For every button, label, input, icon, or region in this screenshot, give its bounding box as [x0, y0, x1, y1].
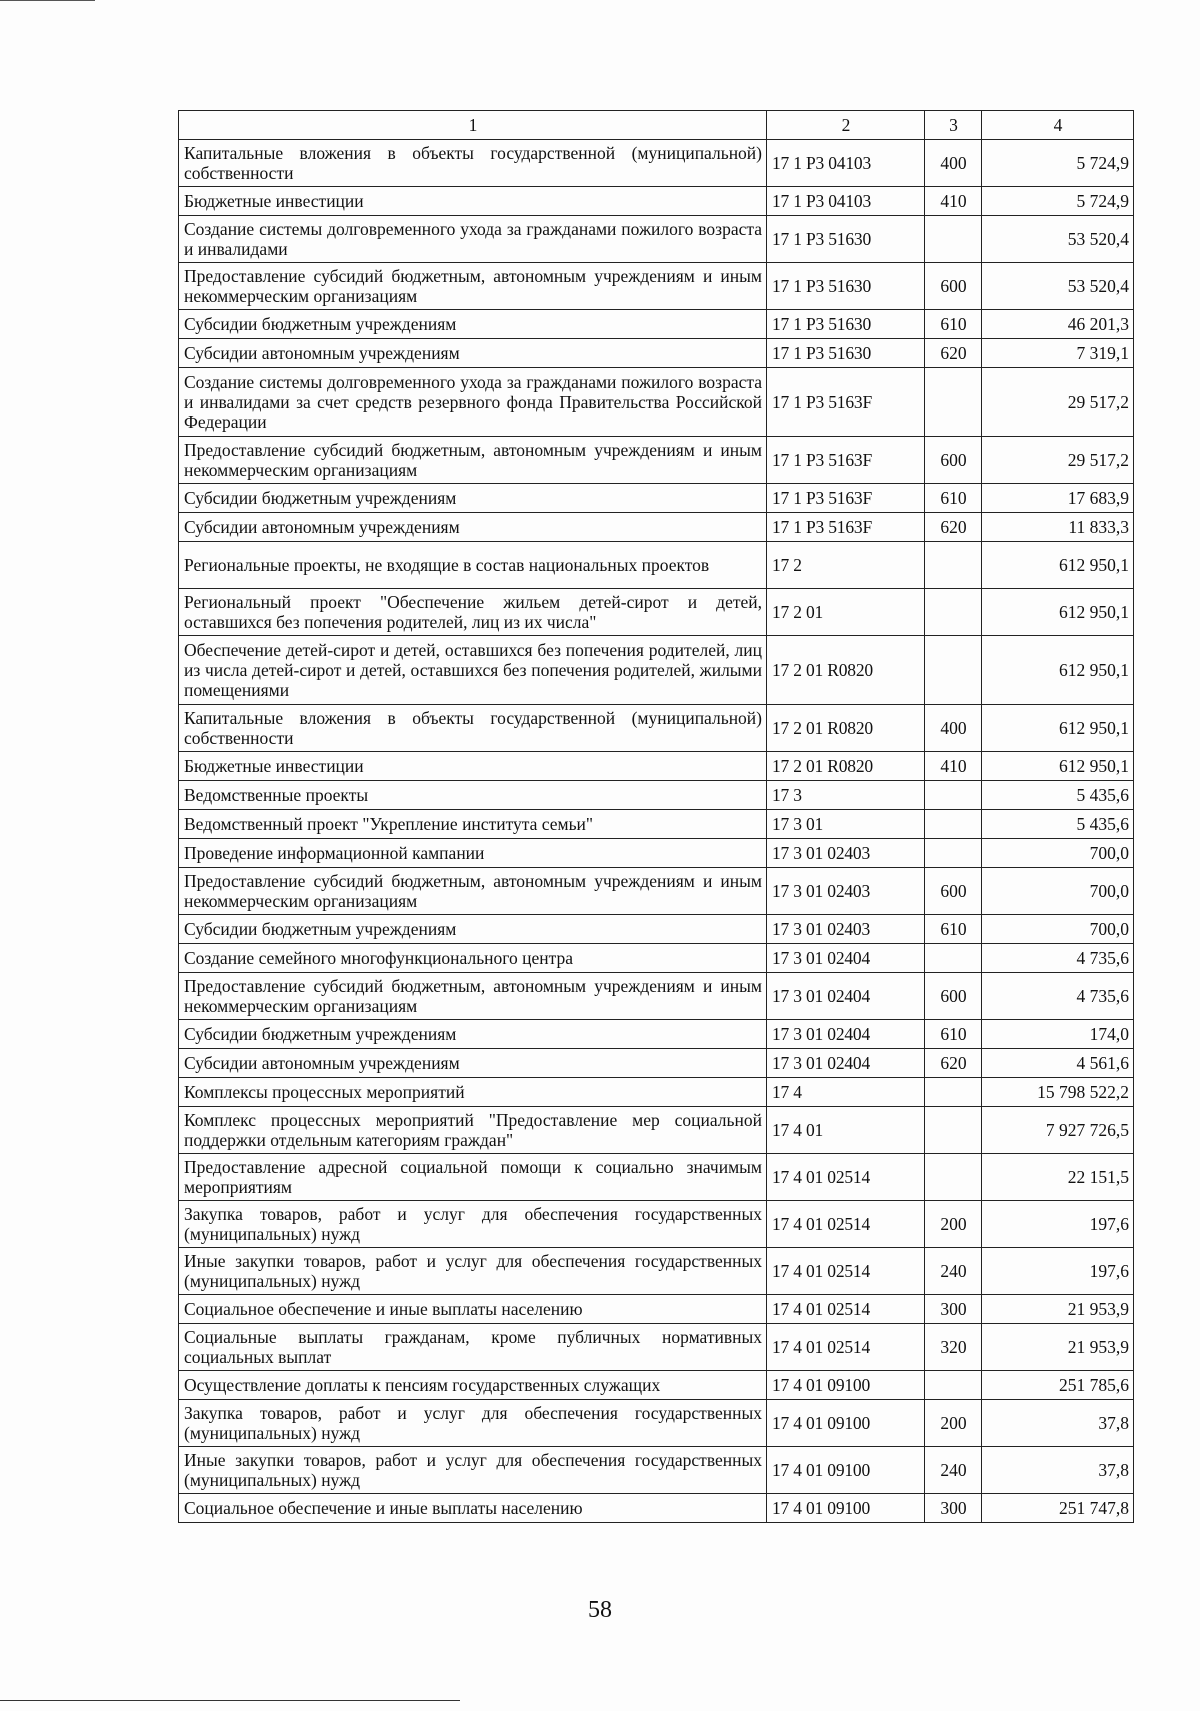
row-amount-cell: 612 950,1: [982, 705, 1134, 752]
row-amount-cell: 612 950,1: [982, 542, 1134, 589]
row-code-cell: 17 3 01: [767, 810, 925, 839]
row-amount-cell: 22 151,5: [982, 1154, 1134, 1201]
row-code-cell: 17 2 01: [767, 589, 925, 636]
table-row: [179, 1324, 1134, 1371]
row-name-cell: Региональные проекты, не входящие в состав национальных проектов: [179, 542, 767, 589]
row-code-cell: 17 4 01: [767, 1107, 925, 1154]
row-name-cell: Субсидии автономным учреждениям: [179, 339, 767, 368]
row-code-cell: 17 3 01 02404: [767, 1049, 925, 1078]
table-row: [179, 1447, 1134, 1494]
table-row: [179, 542, 1134, 589]
row-type-cell: 600: [925, 868, 982, 915]
row-name-cell: Субсидии автономным учреждениям: [179, 513, 767, 542]
table-body: [179, 140, 1134, 1523]
row-amount-cell: 197,6: [982, 1248, 1134, 1295]
row-code-cell: 17 4 01 09100: [767, 1447, 925, 1494]
row-code-cell: 17 1 Р3 51630: [767, 216, 925, 263]
row-amount-cell: 4 735,6: [982, 973, 1134, 1020]
row-amount-cell: 7 319,1: [982, 339, 1134, 368]
row-type-cell: 620: [925, 513, 982, 542]
row-name-cell: Иные закупки товаров, работ и услуг для обеспечения государственных (муниципальных) нужд: [179, 1447, 767, 1494]
table-row: [179, 944, 1134, 973]
table-row: [179, 1020, 1134, 1049]
row-name-cell: Региональный проект "Обеспечение жильем детей-сирот и детей, оставшихся без попечения родителей, лиц из их числа": [179, 589, 767, 636]
row-code-cell: 17 2: [767, 542, 925, 589]
row-name-cell: Иные закупки товаров, работ и услуг для обеспечения государственных (муниципальных) нужд: [179, 1248, 767, 1295]
row-code-cell: 17 4 01 02514: [767, 1201, 925, 1248]
row-amount-cell: 21 953,9: [982, 1324, 1134, 1371]
row-amount-cell: 53 520,4: [982, 216, 1134, 263]
row-code-cell: 17 1 Р3 04103: [767, 140, 925, 187]
row-code-cell: 17 1 Р3 51630: [767, 339, 925, 368]
row-code-cell: 17 4: [767, 1078, 925, 1107]
table-row: [179, 1107, 1134, 1154]
row-code-cell: 17 3 01 02403: [767, 868, 925, 915]
table-row: [179, 973, 1134, 1020]
row-amount-cell: 37,8: [982, 1400, 1134, 1447]
row-type-cell: 300: [925, 1295, 982, 1324]
row-amount-cell: 174,0: [982, 1020, 1134, 1049]
row-type-cell: 240: [925, 1248, 982, 1295]
scan-artifact-line: [0, 0, 95, 1]
table-row: [179, 839, 1134, 868]
row-name-cell: Предоставление субсидий бюджетным, автономным учреждениям и иным некоммерческим организациям: [179, 868, 767, 915]
row-name-cell: Субсидии бюджетным учреждениям: [179, 484, 767, 513]
table-header-row: [179, 111, 1134, 140]
table-row: [179, 636, 1134, 705]
row-amount-cell: 15 798 522,2: [982, 1078, 1134, 1107]
row-type-cell: [925, 1371, 982, 1400]
row-code-cell: 17 4 01 02514: [767, 1248, 925, 1295]
row-amount-cell: 197,6: [982, 1201, 1134, 1248]
row-amount-cell: 5 435,6: [982, 810, 1134, 839]
row-amount-cell: 29 517,2: [982, 437, 1134, 484]
table-row: [179, 1078, 1134, 1107]
budget-table: [178, 110, 1134, 1523]
row-amount-cell: 53 520,4: [982, 263, 1134, 310]
row-name-cell: Социальное обеспечение и иные выплаты населению: [179, 1295, 767, 1324]
table-row: [179, 1295, 1134, 1324]
row-name-cell: Социальные выплаты гражданам, кроме публичных нормативных социальных выплат: [179, 1324, 767, 1371]
table-row: [179, 339, 1134, 368]
row-name-cell: Осуществление доплаты к пенсиям государственных служащих: [179, 1371, 767, 1400]
table-row: [179, 1400, 1134, 1447]
row-type-cell: [925, 781, 982, 810]
table-row: [179, 1371, 1134, 1400]
row-name-cell: Закупка товаров, работ и услуг для обеспечения государственных (муниципальных) нужд: [179, 1201, 767, 1248]
row-type-cell: 320: [925, 1324, 982, 1371]
row-name-cell: Субсидии бюджетным учреждениям: [179, 1020, 767, 1049]
row-amount-cell: 4 561,6: [982, 1049, 1134, 1078]
row-name-cell: Предоставление адресной социальной помощи к социально значимым мероприятиям: [179, 1154, 767, 1201]
row-code-cell: 17 3 01 02403: [767, 839, 925, 868]
row-type-cell: 610: [925, 484, 982, 513]
page-number: 58: [588, 1597, 612, 1623]
row-type-cell: 610: [925, 310, 982, 339]
row-name-cell: Капитальные вложения в объекты государственной (муниципальной) собственности: [179, 140, 767, 187]
table-row: [179, 1049, 1134, 1078]
column-header-name: 1: [179, 111, 767, 140]
table-row: [179, 368, 1134, 437]
row-name-cell: Предоставление субсидий бюджетным, автономным учреждениям и иным некоммерческим организациям: [179, 437, 767, 484]
table-row: [179, 140, 1134, 187]
row-code-cell: 17 4 01 02514: [767, 1324, 925, 1371]
row-code-cell: 17 4 01 02514: [767, 1295, 925, 1324]
row-type-cell: 200: [925, 1400, 982, 1447]
row-type-cell: 610: [925, 1020, 982, 1049]
row-name-cell: Бюджетные инвестиции: [179, 752, 767, 781]
table-row: [179, 187, 1134, 216]
row-amount-cell: 612 950,1: [982, 589, 1134, 636]
row-type-cell: [925, 368, 982, 437]
row-type-cell: 200: [925, 1201, 982, 1248]
row-type-cell: 400: [925, 140, 982, 187]
row-type-cell: [925, 216, 982, 263]
row-type-cell: 600: [925, 973, 982, 1020]
table-row: [179, 1494, 1134, 1523]
row-amount-cell: 612 950,1: [982, 752, 1134, 781]
row-type-cell: 600: [925, 437, 982, 484]
row-code-cell: 17 1 Р3 5163F: [767, 513, 925, 542]
row-type-cell: 410: [925, 187, 982, 216]
row-name-cell: Субсидии бюджетным учреждениям: [179, 915, 767, 944]
row-type-cell: [925, 636, 982, 705]
row-name-cell: Капитальные вложения в объекты государственной (муниципальной) собственности: [179, 705, 767, 752]
row-amount-cell: 46 201,3: [982, 310, 1134, 339]
row-amount-cell: 251 785,6: [982, 1371, 1134, 1400]
table-row: [179, 263, 1134, 310]
row-name-cell: Создание системы долговременного ухода за гражданами пожилого возраста и инвалидами за счет средств резервного фонда Правительства Российской Федерации: [179, 368, 767, 437]
row-name-cell: Создание системы долговременного ухода за гражданами пожилого возраста и инвалидами: [179, 216, 767, 263]
row-amount-cell: 21 953,9: [982, 1295, 1134, 1324]
row-name-cell: Проведение информационной кампании: [179, 839, 767, 868]
row-code-cell: 17 2 01 R0820: [767, 705, 925, 752]
column-header-type: 3: [925, 111, 982, 140]
row-name-cell: Субсидии автономным учреждениям: [179, 1049, 767, 1078]
row-amount-cell: 11 833,3: [982, 513, 1134, 542]
table-row: [179, 781, 1134, 810]
table-row: [179, 868, 1134, 915]
row-name-cell: Ведомственный проект "Укрепление института семьи": [179, 810, 767, 839]
scan-artifact-line: [0, 1700, 460, 1701]
row-type-cell: 300: [925, 1494, 982, 1523]
row-name-cell: Субсидии бюджетным учреждениям: [179, 310, 767, 339]
row-code-cell: 17 3 01 02403: [767, 915, 925, 944]
row-name-cell: Комплексы процессных мероприятий: [179, 1078, 767, 1107]
row-type-cell: [925, 542, 982, 589]
row-type-cell: 240: [925, 1447, 982, 1494]
table-row: [179, 1201, 1134, 1248]
table-row: [179, 810, 1134, 839]
row-type-cell: [925, 810, 982, 839]
row-code-cell: 17 1 Р3 51630: [767, 263, 925, 310]
row-amount-cell: 251 747,8: [982, 1494, 1134, 1523]
row-type-cell: [925, 1078, 982, 1107]
row-type-cell: [925, 839, 982, 868]
row-code-cell: 17 3 01 02404: [767, 973, 925, 1020]
table-row: [179, 1154, 1134, 1201]
row-code-cell: 17 4 01 09100: [767, 1371, 925, 1400]
row-type-cell: [925, 589, 982, 636]
row-code-cell: 17 1 Р3 5163F: [767, 484, 925, 513]
row-amount-cell: 612 950,1: [982, 636, 1134, 705]
column-header-amount: 4: [982, 111, 1134, 140]
table-row: [179, 1248, 1134, 1295]
row-name-cell: Предоставление субсидий бюджетным, автономным учреждениям и иным некоммерческим организациям: [179, 263, 767, 310]
row-code-cell: 17 1 Р3 04103: [767, 187, 925, 216]
row-code-cell: 17 2 01 R0820: [767, 636, 925, 705]
row-type-cell: 620: [925, 1049, 982, 1078]
row-name-cell: Предоставление субсидий бюджетным, автономным учреждениям и иным некоммерческим организациям: [179, 973, 767, 1020]
table-row: [179, 589, 1134, 636]
row-type-cell: 620: [925, 339, 982, 368]
row-code-cell: 17 3 01 02404: [767, 1020, 925, 1049]
row-amount-cell: 4 735,6: [982, 944, 1134, 973]
row-code-cell: 17 4 01 09100: [767, 1400, 925, 1447]
row-code-cell: 17 3 01 02404: [767, 944, 925, 973]
table-row: [179, 513, 1134, 542]
row-name-cell: Создание семейного многофункционального центра: [179, 944, 767, 973]
row-amount-cell: 5 724,9: [982, 187, 1134, 216]
table-row: [179, 437, 1134, 484]
row-type-cell: [925, 1107, 982, 1154]
row-code-cell: 17 2 01 R0820: [767, 752, 925, 781]
row-type-cell: 610: [925, 915, 982, 944]
row-type-cell: 400: [925, 705, 982, 752]
row-amount-cell: 700,0: [982, 839, 1134, 868]
row-code-cell: 17 4 01 09100: [767, 1494, 925, 1523]
row-type-cell: [925, 1154, 982, 1201]
row-type-cell: 410: [925, 752, 982, 781]
table-row: [179, 484, 1134, 513]
table-row: [179, 705, 1134, 752]
row-amount-cell: 700,0: [982, 868, 1134, 915]
row-name-cell: Ведомственные проекты: [179, 781, 767, 810]
table-row: [179, 310, 1134, 339]
row-type-cell: [925, 944, 982, 973]
budget-table-container: [178, 110, 1133, 1523]
row-amount-cell: 29 517,2: [982, 368, 1134, 437]
row-name-cell: Комплекс процессных мероприятий "Предоставление мер социальной поддержки отдельным категориям граждан": [179, 1107, 767, 1154]
table-row: [179, 216, 1134, 263]
row-amount-cell: 5 724,9: [982, 140, 1134, 187]
row-name-cell: Обеспечение детей-сирот и детей, оставшихся без попечения родителей, лиц из числа детей-сирот и детей, оставшихся без попечения родителей, жилыми помещениями: [179, 636, 767, 705]
row-code-cell: 17 4 01 02514: [767, 1154, 925, 1201]
row-code-cell: 17 3: [767, 781, 925, 810]
row-code-cell: 17 1 Р3 5163F: [767, 368, 925, 437]
column-header-code: 2: [767, 111, 925, 140]
row-amount-cell: 7 927 726,5: [982, 1107, 1134, 1154]
row-name-cell: Социальное обеспечение и иные выплаты населению: [179, 1494, 767, 1523]
row-code-cell: 17 1 Р3 51630: [767, 310, 925, 339]
row-name-cell: Бюджетные инвестиции: [179, 187, 767, 216]
table-row: [179, 915, 1134, 944]
row-amount-cell: 17 683,9: [982, 484, 1134, 513]
table-row: [179, 752, 1134, 781]
row-amount-cell: 5 435,6: [982, 781, 1134, 810]
row-name-cell: Закупка товаров, работ и услуг для обеспечения государственных (муниципальных) нужд: [179, 1400, 767, 1447]
row-code-cell: 17 1 Р3 5163F: [767, 437, 925, 484]
row-type-cell: 600: [925, 263, 982, 310]
row-amount-cell: 700,0: [982, 915, 1134, 944]
row-amount-cell: 37,8: [982, 1447, 1134, 1494]
